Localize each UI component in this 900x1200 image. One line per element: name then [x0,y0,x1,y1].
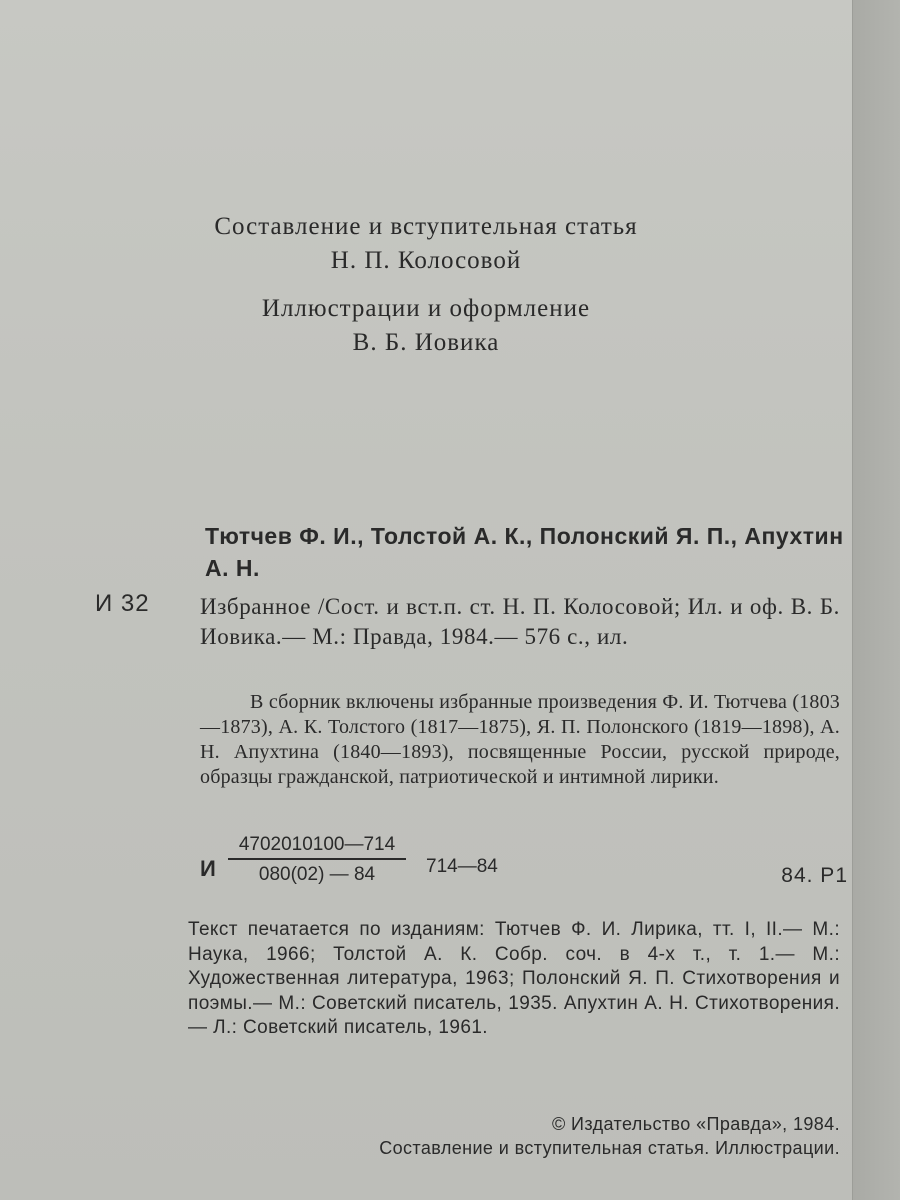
isbn-denominator: 080(02) — 84 [228,858,406,890]
isbn-block [200,832,848,896]
catalog-authors: Тютчев Ф. И., Толстой А. К., Полонский Я. П., Апухтин А. Н. [205,523,844,581]
copyright-line-2: Составление и вступительная статья. Иллюстрации. [379,1138,840,1158]
facing-page-edge [852,0,900,1200]
copyright-block [200,1112,840,1160]
bbk-code: 84. Р1 [781,864,848,887]
compilation-label: Составление и вступительная статья [214,213,638,240]
isbn-fraction [228,832,406,890]
illustration-label: Иллюстрации и оформление [261,295,591,322]
isbn-numerator: 4702010100—714 [238,834,396,855]
isbn-code-secondary: 714—84 [426,856,498,877]
compilation-credit [0,210,852,278]
illustrator-name: В. Б. Иовика [352,329,500,356]
copyright-line-1: © Издательство «Правда», 1984. [551,1114,840,1134]
catalog-description: Избранное /Сост. и вст.п. ст. Н. П. Колосовой; Ил. и оф. В. Б. Иовика.— М.: Правда, 1984.— 576 с., ил. [200,594,840,649]
compiler-name: Н. П. Колосовой [330,247,522,274]
abstract-text: В сборник включены избранные произведения Ф. И. Тютчева (1803—1873), А. К. Толстого (1817—1875), Я. П. Полонского (1819—1898), А. Н. Апухтина (1840—1893), посвященные России, русской природе, образцы гражданской, патриотической и интимной лирики. [200,691,840,788]
catalog-abstract [200,690,840,790]
catalog-index-code: И 32 [95,590,150,617]
illustration-credit [0,292,852,360]
source-editions-note: Текст печатается по изданиям: Тютчев Ф. И. Лирика, тт. I, II.— М.: Наука, 1966; Толстой А. К. Собр. соч. в 4-х т., т. 1.— М.: Художественная литература, 1963; Полонский Я. П. Стихотворения и поэмы.— М.: Советский писатель, 1935. Апухтин А. Н. Стихотворения.— Л.: Советский писатель, 1961. [188,919,840,1038]
isbn-letter: И [200,856,216,881]
